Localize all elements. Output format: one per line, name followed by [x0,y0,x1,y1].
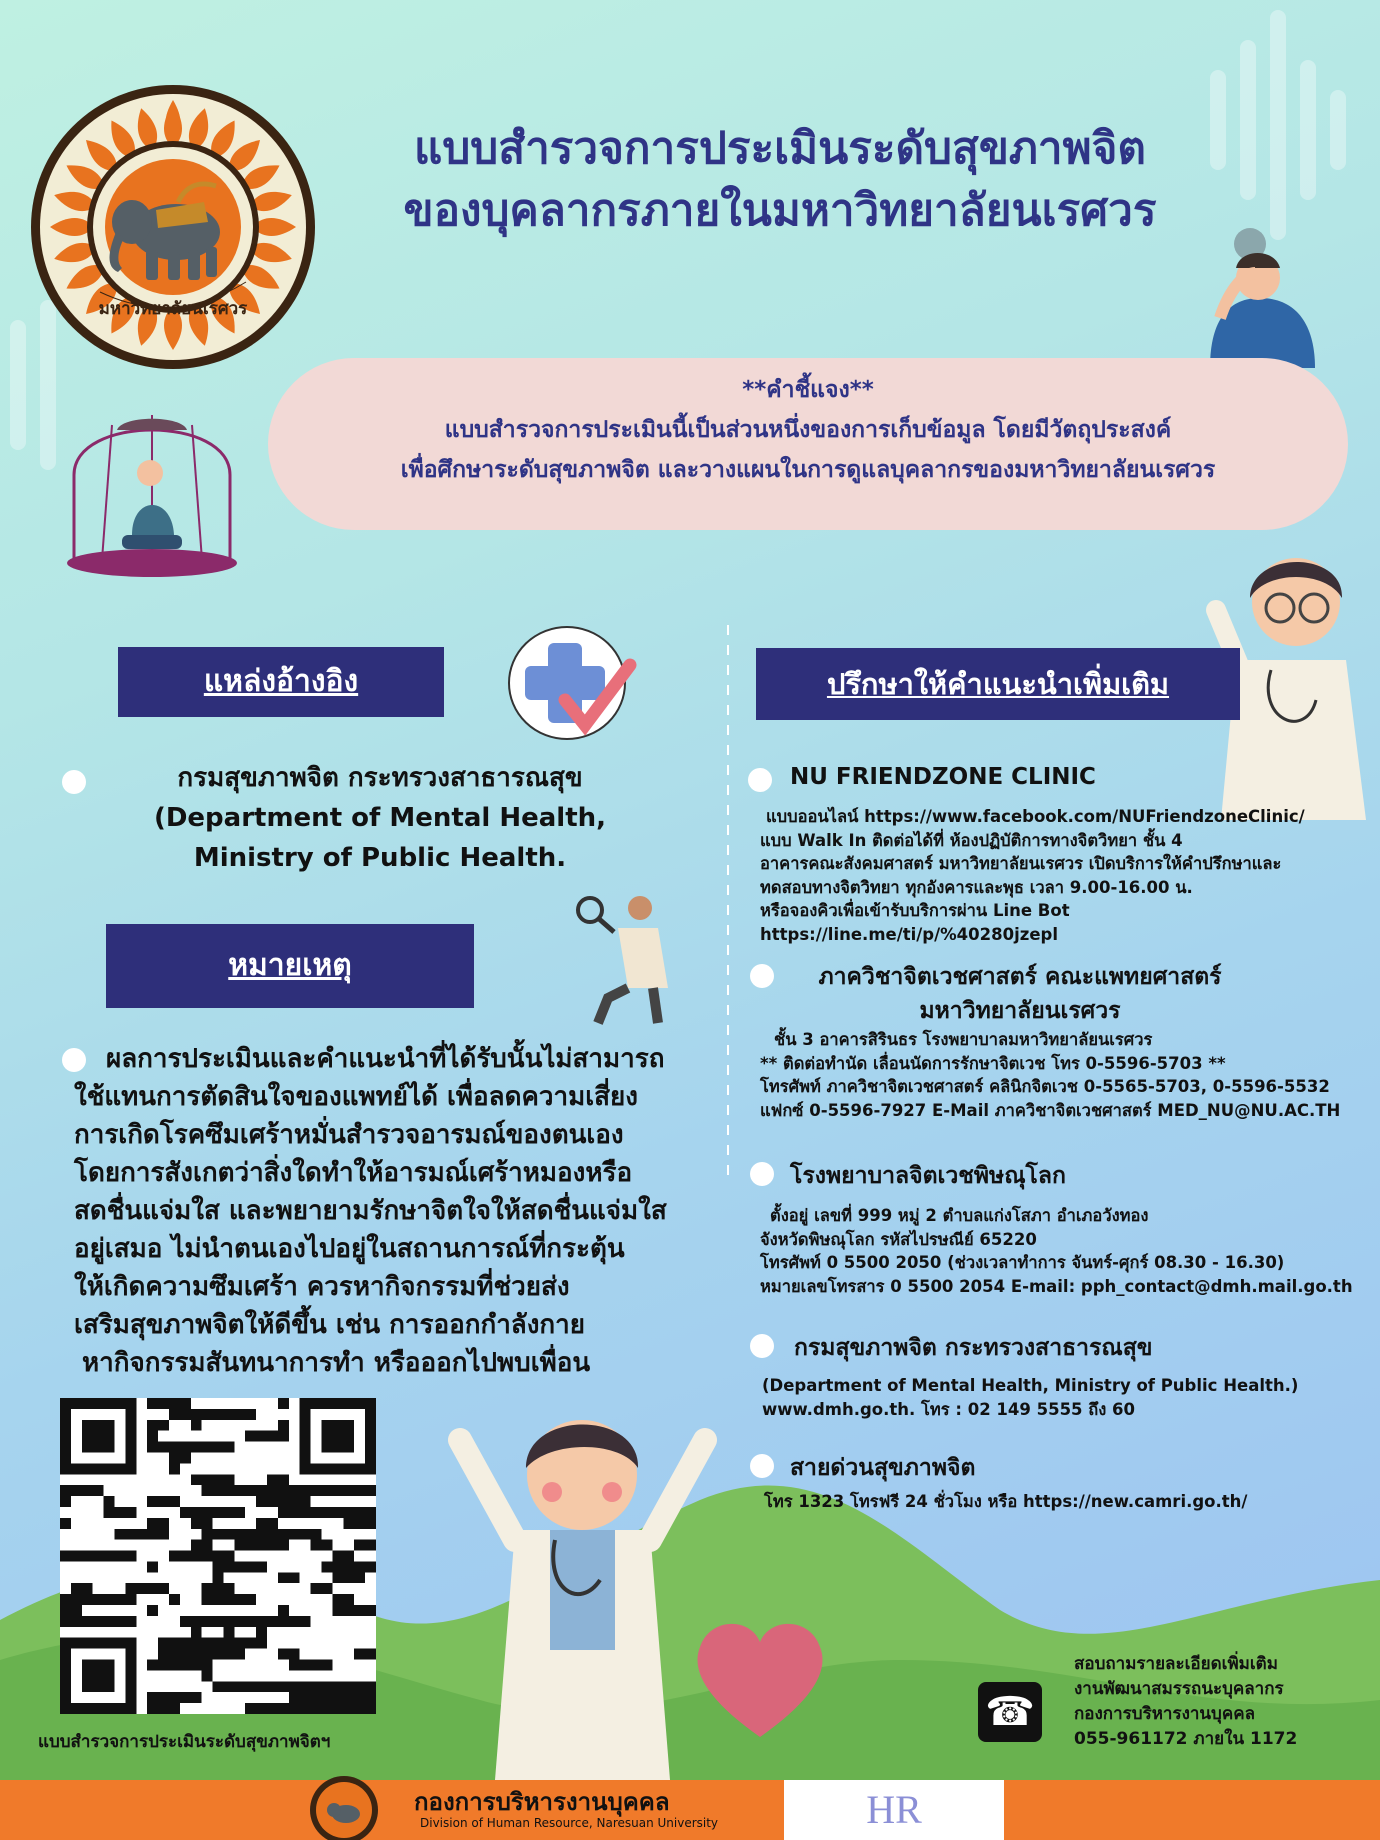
bullet-icon [750,1162,774,1186]
caged-person-illustration [62,385,242,585]
consult-item-details: แบบออนไลน์ https://www.facebook.com/NUFriendzoneClinic/ แบบ Walk In ติดต่อได้ที่ ห้องปฏิบัติการทางจิตวิทยา ชั้น 4 อาคารคณะสังคมศาสตร์ มหาวิทยาลัยนเรศวร เปิดบริการให้คำปรึกษาและ ทดสอบทางจิตวิทยา ทุกอังคารและพุธ เวลา 9.00-16.00 น. หรือจองคิวเพื่อเข้ารับบริการผ่าน Line Bot https://line.me/ti/p/%40280jzepl [760,807,1305,944]
title-line-2: ของบุคลากรภายในมหาวิทยาลัยนเรศวร [403,185,1157,236]
remark-text: ผลการประเมินและคำแนะนำที่ได้รับนั้นไม่สามารถ ใช้แทนการตัดสินใจของแพทย์ได้ เพื่อลดความเสี่ยง การเกิดโรคซึมเศร้าหมั่นสำรวจอารมณ์ของตนเอง โดยการสังเกตว่าสิ่งใดทำให้อารมณ์เศร้าหมองหรือ สดชื่นแจ่มใส และพยายามรักษาจิตใจให้สดชื่นแจ่มใส อยู่เสมอ ไม่นำตนเองไปอยู่ในสถานการณ์ที่กระตุ้น ให้เกิดความซึมเศร้า ควรหากิจกรรมที่ช่วยส่ง เสริมสุขภาพจิตให้ดีขึ้น เช่น การออกกำลังกาย หากิจกรรมสันทนาการทำ หรือออกไปพบเพื่อน [74,1044,667,1378]
consult-item-title: ภาควิชาจิตเวชศาสตร์ คณะแพทยศาสตร์ มหาวิทยาลัยนเรศวร [818,964,1222,1024]
magnifier-person-illustration [568,888,688,1028]
page-title [320,118,1240,242]
note-line-2: เพื่อศึกษาระดับสุขภาพจิต และวางแผนในการดูแลบุคลากรของมหาวิทยาลัยนเรศวร [400,457,1216,483]
footer-org-en: Division of Human Resource, Naresuan University [420,1816,719,1830]
footer-org-th: กองการบริหารงานบุคคล [414,1788,670,1816]
bullet-icon [62,770,86,794]
consult-item-title: กรมสุขภาพจิต กระทรวงสาธารณสุข [794,1335,1153,1361]
remark-heading: หมายเหตุ [106,924,474,1008]
consult-item-details: (Department of Mental Health, Ministry of Public Health.) www.dmh.go.th. โทร : 02 149 5555 ถึง 60 [762,1376,1299,1419]
heart-icon [690,1612,830,1742]
bullet-icon [750,1334,774,1358]
note-heading: **คำชี้แจง** [742,377,874,403]
university-logo [28,82,318,372]
qr-caption: แบบสำรวจการประเมินระดับสุขภาพจิตฯ [38,1732,331,1752]
qr-code[interactable] [60,1398,376,1714]
consult-item-title: NU FRIENDZONE CLINIC [790,764,1096,790]
medical-cross-icon [505,625,640,745]
doctor-illustration [440,1380,725,1780]
consult-item-details: ตั้งอยู่ เลขที่ 999 หมู่ 2 ตำบลแก่งโสภา อำเภอวังทอง จังหวัดพิษณุโลก รหัสไปรษณีย์ 65220 โทรศัพท์ 0 5500 2050 (ช่วงเวลาทำการ จันทร์-ศุกร์ 08.30 - 16.30) หมายเลขโทรสาร 0 5500 2054 E-mail: pph_contact@dmh.mail.go.th [760,1206,1353,1296]
title-line-1: แบบสำรวจการประเมินระดับสุขภาพจิต [414,123,1146,174]
contact-info: สอบถามรายละเอียดเพิ่มเติม งานพัฒนาสมรรถนะบุคลากร กองการบริหารงานบุคคล 055-961172 ภายใน 1172 [1074,1654,1298,1749]
bullet-icon [750,1454,774,1478]
bullet-icon [750,964,774,988]
hr-logo: HR [784,1780,1004,1840]
qr-code-image [60,1398,376,1714]
consult-item-details: โทร 1323 โทรฟรี 24 ชั่วโมง หรือ https://new.camri.go.th/ [764,1492,1248,1511]
note-line-1: แบบสำรวจการประเมินนี้เป็นส่วนหนึ่งของการเก็บข้อมูล โดยมีวัตถุประสงค์ [444,417,1172,443]
footer-logo [308,1774,380,1840]
telephone-icon: ☎ [978,1682,1042,1742]
consult-item-details: ชั้น 3 อาคารสิรินธร โรงพยาบาลมหาวิทยาลัยนเรศวร ** ติดต่อทำนัด เลื่อนนัดการรักษาจิตเวช โทร 0-5596-5703 ** โทรศัพท์ ภาควิชาจิตเวชศาสตร์ คลินิกจิตเวช 0-5565-5703, 0-5596-5532 แฟกซ์ 0-5596-7927 E-Mail ภาควิชาจิตเวชศาสตร์ MED_NU@NU.AC.TH [760,1030,1341,1120]
logo-text: มหาวิทยาลัยนเรศวร [98,299,248,318]
note-box [268,358,1348,530]
references-text: กรมสุขภาพจิต กระทรวงสาธารณสุข (Department of Mental Health, Ministry of Public Health. [153,763,607,873]
consult-heading: ปรึกษาให้คำแนะนำเพิ่มเติม [756,648,1240,720]
stressed-person-illustration [1200,228,1320,368]
footer-bar [0,1780,1380,1840]
references-heading: แหล่งอ้างอิง [118,647,444,717]
bullet-icon [748,768,772,792]
consult-item-title: โรงพยาบาลจิตเวชพิษณุโลก [790,1163,1066,1189]
consult-item-title: สายด่วนสุขภาพจิต [790,1455,976,1481]
